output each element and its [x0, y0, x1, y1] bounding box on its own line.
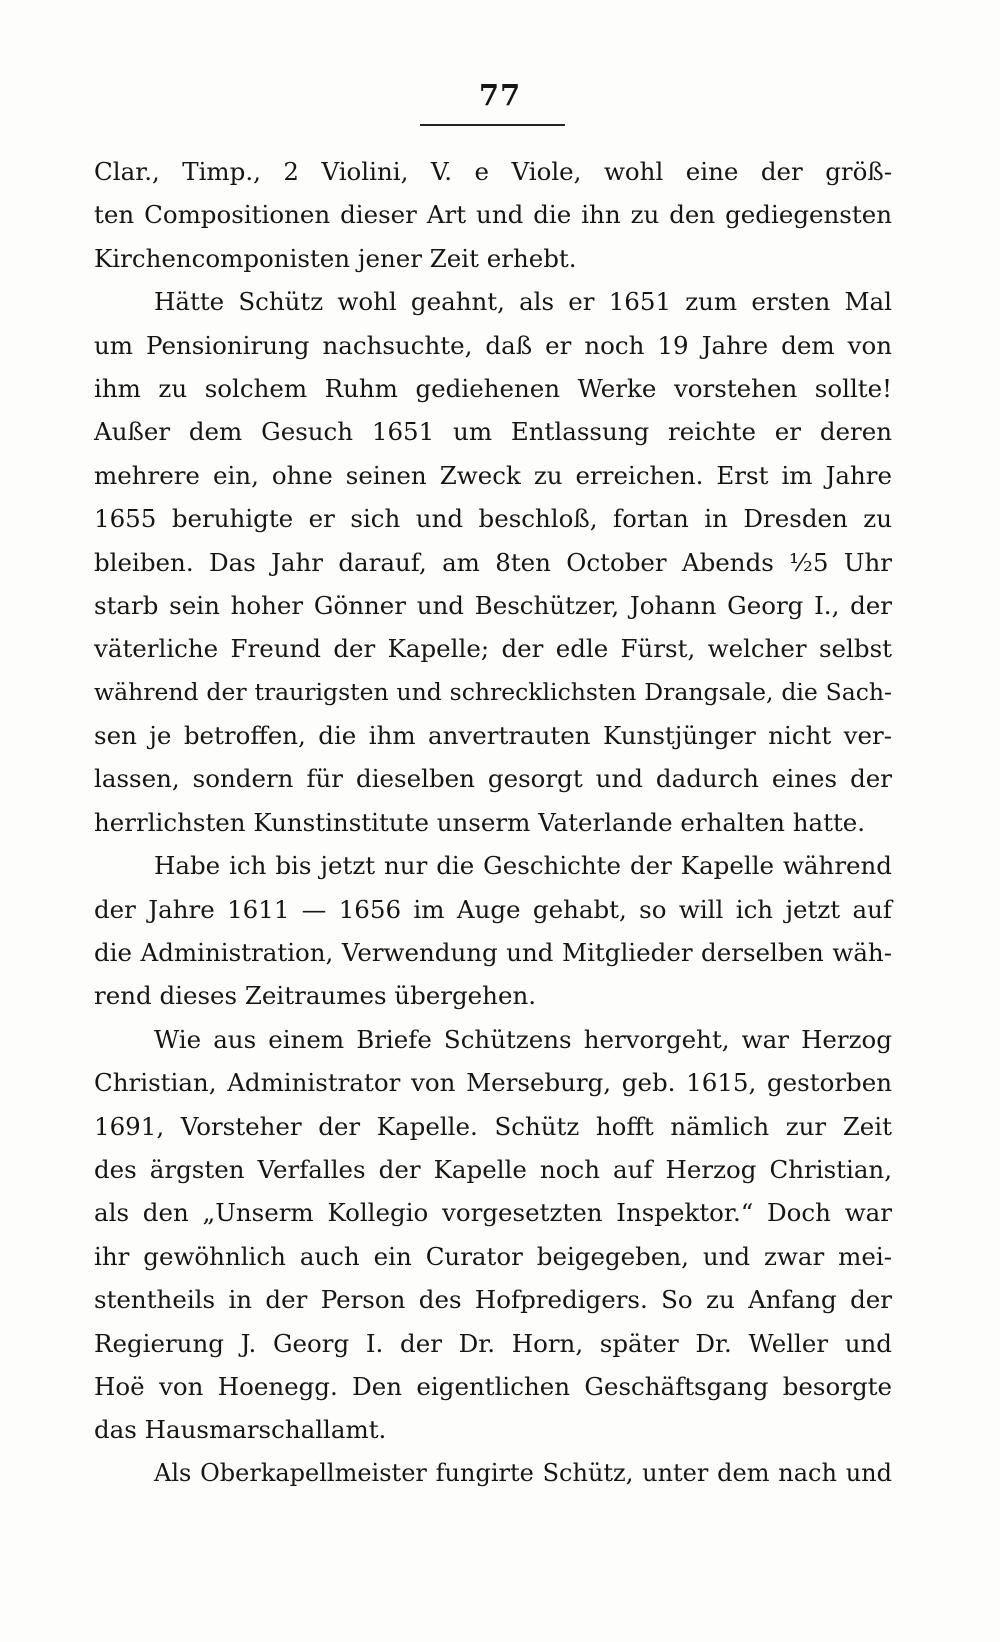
text-line: rend dieses Zeitraumes übergehen.: [94, 981, 537, 1011]
page-number: 77: [478, 78, 522, 112]
text-line: 1655 beruhigte er sich und beschloß, fortan in Dresden zu: [94, 504, 892, 534]
text-line: als den „Unserm Kollegio vorgesetzten Inspektor.“ Doch war: [94, 1198, 892, 1228]
text-line: väterliche Freund der Kapelle; der edle Fürst, welcher selbst: [94, 634, 892, 664]
text-line: herrlichsten Kunstinstitute unserm Vaterlande erhalten hatte.: [94, 807, 866, 837]
text-line: Kirchencomponisten jener Zeit erhebt.: [94, 243, 577, 273]
page-number-rule: [420, 124, 565, 126]
text-line: Hoë von Hoenegg. Den eigentlichen Geschäftsgang besorgte: [94, 1371, 892, 1401]
text-line: 1691, Vorsteher der Kapelle. Schütz hofft nämlich zur Zeit: [94, 1111, 892, 1141]
text-line: die Administration, Verwendung und Mitglieder derselben wäh-: [94, 938, 892, 968]
text-line: ihr gewöhnlich auch ein Curator beigegeben, und zwar mei-: [94, 1241, 892, 1271]
text-line: mehrere ein, ohne seinen Zweck zu erreichen. Erst im Jahre: [94, 460, 892, 490]
text-line: stentheils in der Person des Hofpredigers. So zu Anfang der: [94, 1285, 892, 1315]
text-line: der Jahre 1611 — 1656 im Auge gehabt, so will ich jetzt auf: [94, 894, 892, 924]
text-line: um Pensionirung nachsuchte, daß er noch 19 Jahre dem von: [94, 330, 892, 360]
text-line: Regierung J. Georg I. der Dr. Horn, später Dr. Weller und: [94, 1328, 892, 1358]
text-line: sen je betroffen, die ihm anvertrauten Kunstjünger nicht ver-: [94, 721, 892, 751]
body-text: [94, 150, 892, 1495]
text-line: Wie aus einem Briefe Schützens hervorgeht, war Herzog: [154, 1024, 892, 1054]
text-line: Christian, Administrator von Merseburg, geb. 1615, gestorben: [94, 1068, 892, 1098]
text-line: des ärgsten Verfalles der Kapelle noch auf Herzog Christian,: [94, 1154, 892, 1184]
text-line: Habe ich bis jetzt nur die Geschichte der Kapelle während: [154, 851, 892, 881]
text-line: Als Oberkapellmeister fungirte Schütz, unter dem nach und: [154, 1458, 892, 1487]
text-line: ihm zu solchem Ruhm gediehenen Werke vorstehen sollte!: [94, 373, 892, 403]
text-line: bleiben. Das Jahr darauf, am 8ten October Abends ½5 Uhr: [94, 547, 892, 577]
text-line: Clar., Timp., 2 Violini, V. e Viole, wohl eine der größ-: [94, 157, 892, 186]
text-line: Hätte Schütz wohl geahnt, als er 1651 zum ersten Mal: [154, 287, 892, 317]
text-line: das Hausmarschallamt.: [94, 1415, 387, 1445]
text-line: ten Compositionen dieser Art und die ihn zu den gediegensten: [94, 200, 892, 230]
text-line: lassen, sondern für dieselben gesorgt und dadurch eines der: [94, 764, 892, 794]
text-line: während der traurigsten und schrecklichsten Drangsale, die Sach-: [94, 677, 892, 706]
text-line: Außer dem Gesuch 1651 um Entlassung reichte er deren: [94, 417, 892, 447]
text-line: starb sein hoher Gönner und Beschützer, Johann Georg I., der: [94, 590, 892, 620]
